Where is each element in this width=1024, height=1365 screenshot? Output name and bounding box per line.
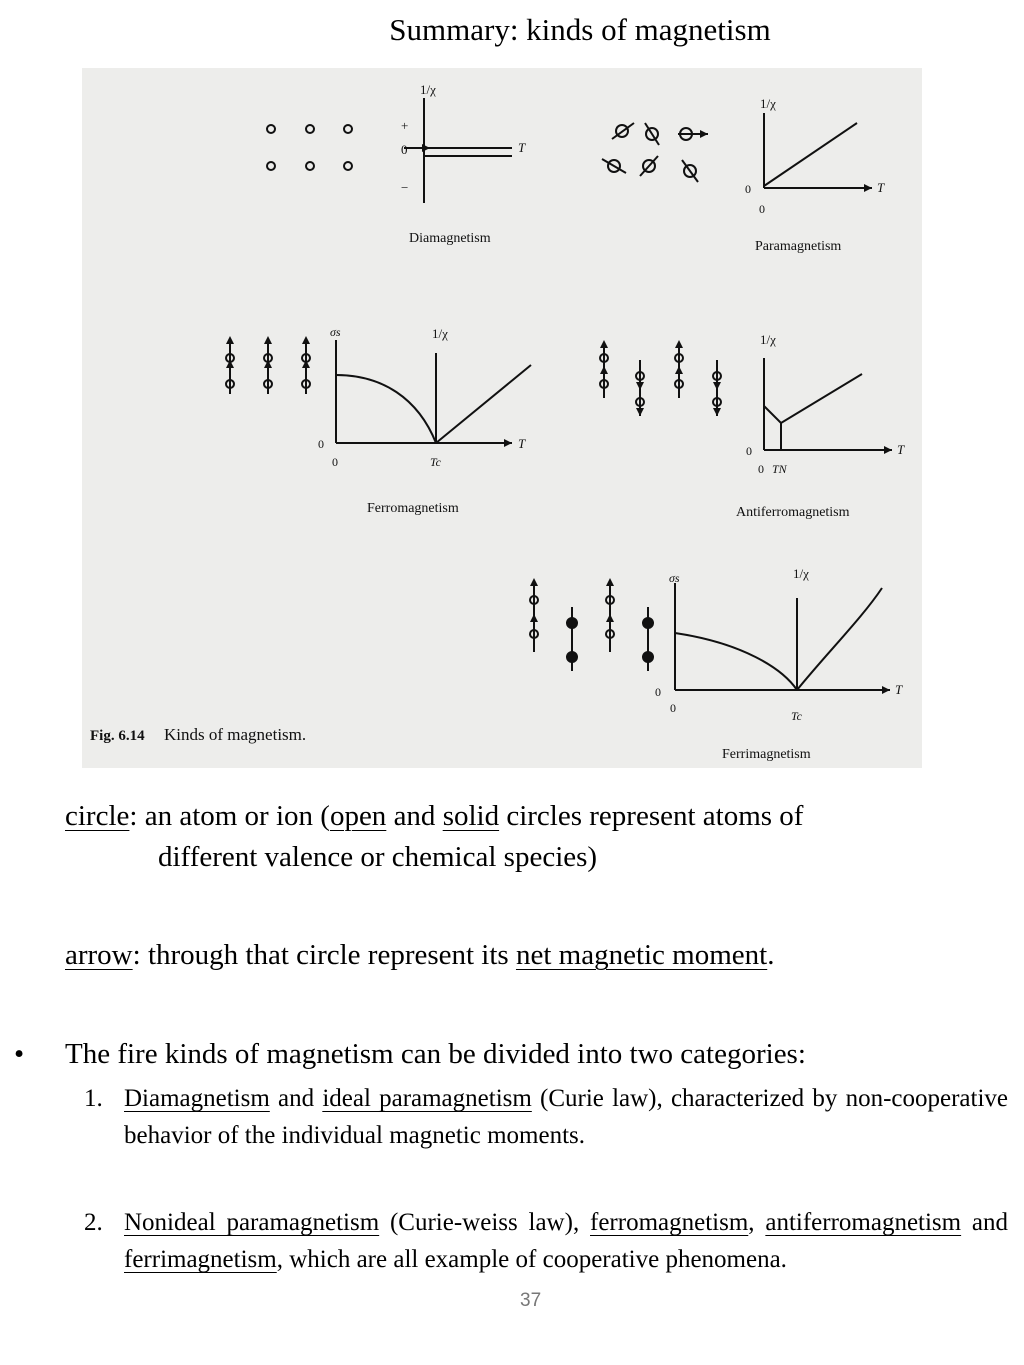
term-open: open bbox=[329, 800, 387, 832]
ferro-origin-y: 0 bbox=[318, 437, 324, 451]
figure-caption-label: Fig. 6.14 bbox=[90, 728, 145, 744]
term-diamagnetism: Diamagnetism bbox=[124, 1085, 270, 1112]
antiferro-tn-label: TN bbox=[772, 462, 787, 476]
ferro-y-axis-label: 1/χ bbox=[432, 326, 448, 341]
ferrimagnetism-plot bbox=[675, 583, 890, 690]
ferri-y-axis-label: 1/χ bbox=[793, 566, 809, 581]
term-ideal-paramagnetism: ideal paramagnetism bbox=[322, 1085, 532, 1112]
dia-x-axis-label: T bbox=[518, 140, 526, 155]
figure-caption-text: Kinds of magnetism. bbox=[164, 725, 307, 744]
bullet-text: The fire kinds of magnetism can be divided into two categories: bbox=[65, 1038, 806, 1070]
item1-and: and bbox=[269, 1085, 323, 1112]
antiferro-panel-name: Antiferromagnetism bbox=[736, 505, 850, 520]
circle-def-part1: : an atom or ion ( bbox=[129, 800, 330, 832]
page-number: 37 bbox=[520, 1290, 542, 1311]
dia-y-axis-label: 1/χ bbox=[420, 82, 436, 97]
dia-tick-zero: 0 bbox=[401, 142, 408, 157]
term-antiferromagnetism: antiferromagnetism bbox=[765, 1209, 962, 1236]
item2-curie-weiss: (Curie-weiss law), bbox=[379, 1209, 590, 1236]
circle-def-part2: and bbox=[386, 800, 443, 832]
circle-definition-line2: different valence or chemical species) bbox=[158, 841, 598, 873]
para-y-axis-label: 1/χ bbox=[760, 96, 776, 111]
moment-arrowheads bbox=[226, 130, 892, 694]
arrow-definition bbox=[65, 935, 965, 975]
ferro-x-axis-label: T bbox=[518, 436, 526, 451]
ferri-x-axis-label: T bbox=[895, 682, 903, 697]
antiferromagnetism-plot bbox=[764, 358, 892, 450]
item2-and: and bbox=[961, 1209, 1009, 1236]
figure-kinds-of-magnetism bbox=[82, 68, 922, 768]
term-circle: circle bbox=[65, 800, 130, 832]
bullet-symbol: • bbox=[14, 1038, 25, 1070]
list-item-2 bbox=[124, 1204, 1008, 1278]
para-x-axis-label: T bbox=[877, 180, 885, 195]
term-arrow: arrow bbox=[65, 939, 133, 971]
ferro-tc-label: Tc bbox=[430, 455, 441, 469]
ferri-origin-y: 0 bbox=[655, 685, 661, 699]
antiferro-origin-y: 0 bbox=[746, 444, 752, 458]
antiferro-origin-x: 0 bbox=[758, 462, 764, 476]
ferro-panel-name: Ferromagnetism bbox=[367, 501, 459, 516]
ferri-origin-x: 0 bbox=[670, 701, 676, 715]
para-origin-x: 0 bbox=[759, 202, 765, 216]
term-nonideal-paramagnetism: Nonideal paramagnetism bbox=[124, 1209, 380, 1236]
circle-def-part3: circles represent atoms of bbox=[499, 800, 804, 832]
dia-panel-name: Diamagnetism bbox=[409, 231, 491, 246]
list-item-1 bbox=[124, 1080, 1008, 1154]
diamagnetism-atoms bbox=[267, 125, 352, 170]
para-origin-y: 0 bbox=[745, 182, 751, 196]
ferri-tc-label: Tc bbox=[791, 709, 802, 723]
term-ferromagnetism: ferromagnetism bbox=[590, 1209, 749, 1236]
arrow-def-part2: . bbox=[767, 939, 775, 971]
antiferro-x-axis-label: T bbox=[897, 442, 905, 457]
term-solid: solid bbox=[442, 800, 500, 832]
dia-tick-minus: − bbox=[401, 180, 409, 195]
ferro-origin-x: 0 bbox=[332, 455, 338, 469]
arrow-def-part1: : through that circle represent its bbox=[132, 939, 516, 971]
slide-title: Summary: kinds of magnetism bbox=[389, 12, 771, 47]
ferri-sigma-label: σs bbox=[669, 571, 680, 585]
list-item-1-number: 1. bbox=[84, 1085, 103, 1112]
item2-rest: , which are all example of cooperative phenomena. bbox=[276, 1246, 787, 1273]
ferrimagnetism-atoms bbox=[530, 580, 653, 671]
figure-drawing bbox=[82, 68, 922, 768]
circle-definition bbox=[65, 796, 965, 836]
ferromagnetism-plot bbox=[336, 340, 531, 443]
antiferromagnetism-atoms bbox=[600, 342, 721, 416]
dia-tick-plus: + bbox=[401, 118, 409, 133]
item1-rest: (Curie law), characterized by non-cooperative behavior of the individual magnetic moments. bbox=[124, 1085, 1008, 1149]
term-net-magnetic-moment: net magnetic moment bbox=[515, 939, 768, 971]
ferri-panel-name: Ferrimagnetism bbox=[722, 747, 811, 762]
paramagnetism-atoms bbox=[602, 123, 708, 182]
diamagnetism-plot bbox=[404, 98, 512, 203]
antiferro-y-axis-label: 1/χ bbox=[760, 332, 776, 347]
ferro-sigma-label: σs bbox=[330, 325, 341, 339]
list-item-2-number: 2. bbox=[84, 1209, 103, 1236]
term-ferrimagnetism: ferrimagnetism bbox=[124, 1246, 277, 1273]
para-panel-name: Paramagnetism bbox=[755, 239, 842, 254]
paramagnetism-plot bbox=[764, 113, 872, 188]
item2-comma: , bbox=[748, 1209, 766, 1236]
